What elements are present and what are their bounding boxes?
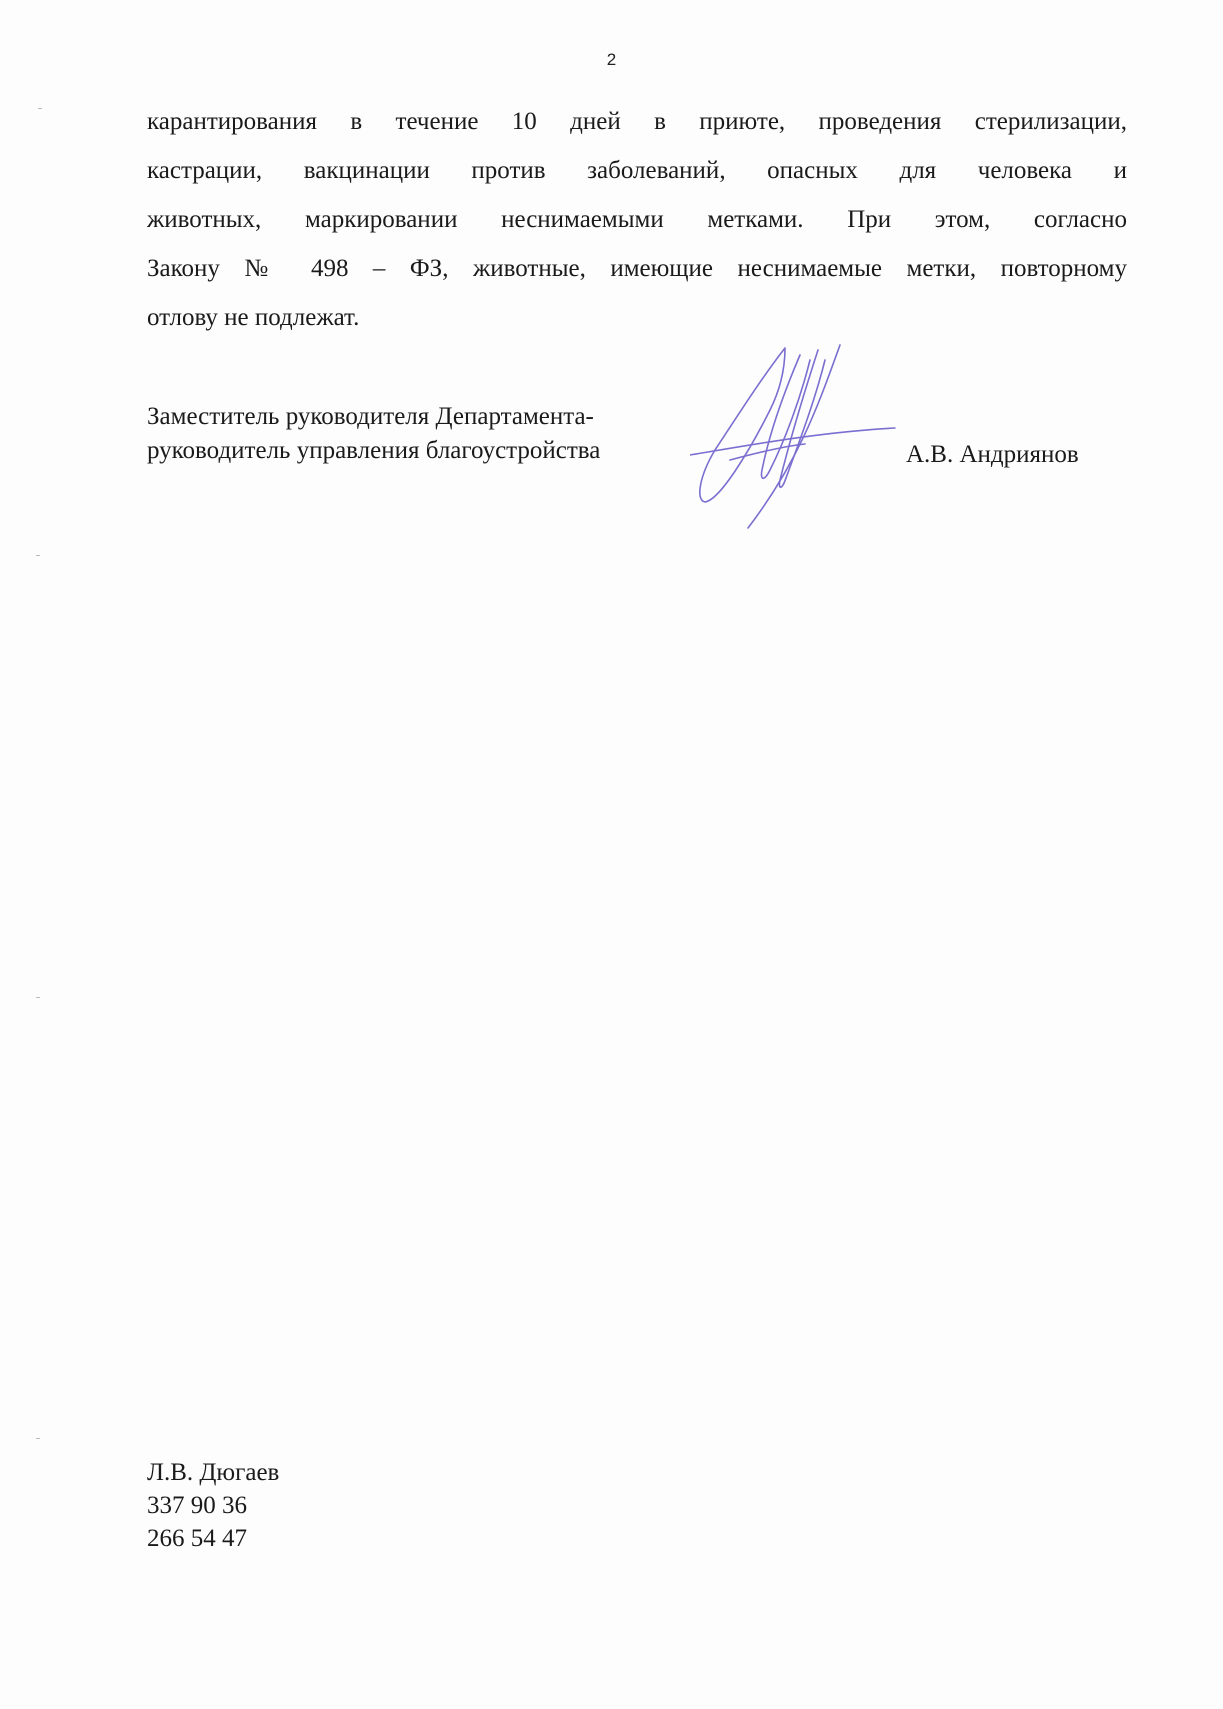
signer-position xyxy=(147,400,600,468)
contact-block xyxy=(147,1456,279,1555)
paragraph-line: Закону № 498 – ФЗ, животные, имеющие неснимаемые метки, повторному xyxy=(147,255,1127,282)
signer-position-line: Заместитель руководителя Департамента- xyxy=(147,403,594,430)
paragraph-line: животных, маркировании неснимаемыми метками. При этом, согласно xyxy=(147,206,1127,233)
paragraph-line: карантирования в течение 10 дней в приюте, проведения стерилизации, xyxy=(147,108,1127,135)
contact-phone: 337 90 36 xyxy=(147,1492,247,1519)
paragraph-line: отлову не подлежат. xyxy=(147,304,360,331)
scan-artifact xyxy=(38,108,42,109)
scan-artifact xyxy=(36,555,40,556)
page-number: 2 xyxy=(606,50,617,69)
contact-phone: 266 54 47 xyxy=(147,1525,247,1552)
body-paragraph xyxy=(147,97,1127,342)
handwritten-signature xyxy=(690,340,900,530)
signer-position-line: руководитель управления благоустройства xyxy=(147,437,601,464)
signer-name: А.В. Андриянов xyxy=(906,441,1079,468)
contact-name: Л.В. Дюгаев xyxy=(147,1459,280,1486)
scan-artifact xyxy=(36,1438,40,1439)
scan-artifact xyxy=(36,997,40,998)
paragraph-line: кастрации, вакцинации против заболеваний, опасных для человека и xyxy=(147,157,1127,184)
